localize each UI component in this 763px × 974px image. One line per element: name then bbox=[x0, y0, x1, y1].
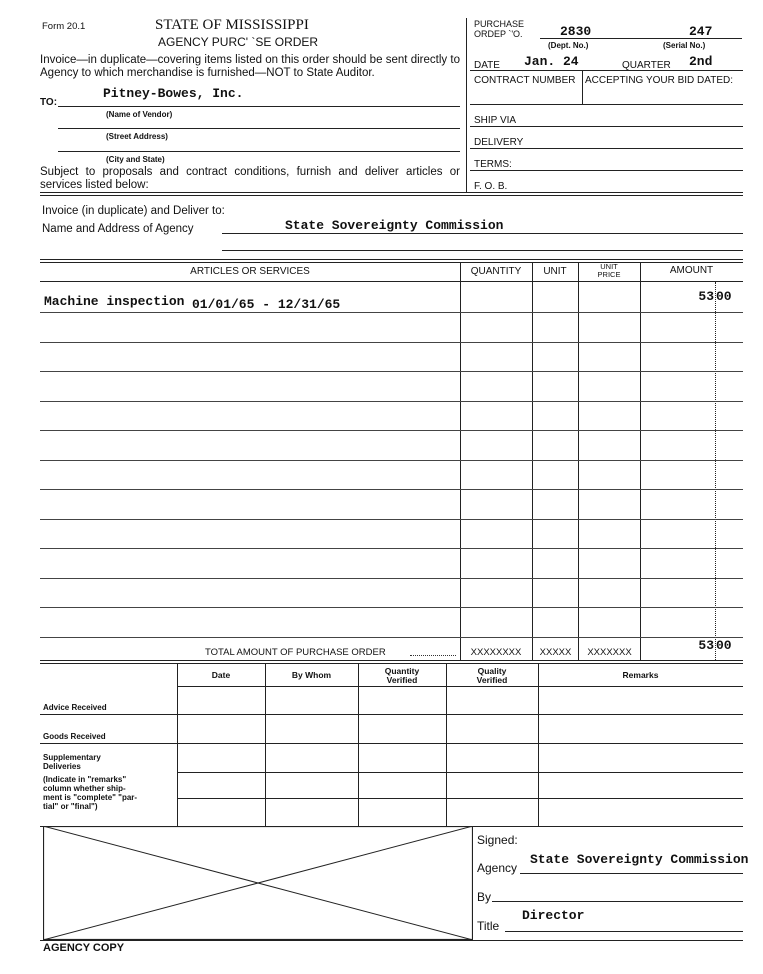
vendor-name: Pitney-Bowes, Inc. bbox=[103, 86, 244, 101]
quarter-value: 2nd bbox=[689, 54, 713, 69]
fob-label: F. O. B. bbox=[474, 181, 508, 192]
item-amount-cents: 00 bbox=[716, 289, 732, 304]
terms-label: TERMS: bbox=[474, 159, 512, 170]
item-row-line bbox=[40, 519, 743, 520]
deliver-agency-name: State Sovereignty Commission bbox=[285, 218, 504, 233]
order-date: Jan. 24 bbox=[524, 54, 579, 69]
total-cents: 00 bbox=[716, 638, 732, 653]
item-row-line bbox=[40, 401, 743, 402]
to-label: TO: bbox=[40, 97, 58, 108]
item-amount-dollars: 53 bbox=[698, 289, 714, 304]
item-row-line bbox=[40, 312, 743, 313]
street-caption: (Street Address) bbox=[106, 132, 168, 141]
signed-label: Signed: bbox=[477, 833, 518, 847]
po-label: PURCHASE ORDEP `'O. bbox=[474, 19, 525, 39]
unit-header: UNIT bbox=[543, 266, 567, 277]
delivery-label: DELIVERY bbox=[474, 137, 524, 148]
remarks-note: (Indicate in "remarks" column whether ship- ment is "complete" "par- tial" or "final") bbox=[43, 775, 138, 811]
date-label: DATE bbox=[474, 60, 500, 71]
ship-via-label: SHIP VIA bbox=[474, 115, 517, 126]
form-title: AGENCY PURC' `SE ORDER bbox=[158, 35, 319, 49]
total-dollars: 53 bbox=[698, 638, 714, 653]
item-row-line bbox=[40, 460, 743, 461]
articles-header: ARTICLES OR SERVICES bbox=[190, 266, 310, 277]
deliver-to-label: Invoice (in duplicate) and Deliver to: bbox=[42, 205, 225, 217]
by-whom-header: By Whom bbox=[291, 670, 332, 680]
crossed-box bbox=[43, 826, 473, 940]
item-description: Machine inspection bbox=[44, 294, 185, 309]
sign-agency-label: Agency bbox=[477, 861, 518, 875]
quality-verified-header: Quality Verified bbox=[476, 666, 508, 685]
agency-copy-label: AGENCY COPY bbox=[43, 942, 125, 954]
dept-caption: (Dept. No.) bbox=[548, 41, 589, 50]
total-unit-price-x: XXXXXXX bbox=[587, 647, 632, 658]
total-label: TOTAL AMOUNT OF PURCHASE ORDER bbox=[205, 647, 386, 658]
bid-dated-label: ACCEPTING YOUR BID DATED: bbox=[585, 75, 733, 86]
state-title: STATE OF MISSISSIPPI bbox=[155, 17, 309, 33]
item-period: 01/01/65 - 12/31/65 bbox=[192, 297, 341, 312]
item-row-line bbox=[40, 607, 743, 608]
vendor-name-caption: (Name of Vendor) bbox=[106, 110, 173, 119]
item-row-line bbox=[40, 548, 743, 549]
contract-number-label: CONTRACT NUMBER bbox=[474, 75, 576, 86]
item-row-line bbox=[40, 637, 743, 638]
agency-address-label: Name and Address of Agency bbox=[42, 223, 194, 235]
subject-text: Subject to proposals and contract conditions, furnish and deliver articles or services listed below: bbox=[40, 166, 460, 191]
item-row-line bbox=[40, 489, 743, 490]
signer-title: Director bbox=[522, 908, 585, 923]
by-label: By bbox=[477, 890, 492, 904]
item-row-line bbox=[40, 371, 743, 372]
serial-caption: (Serial No.) bbox=[663, 41, 706, 50]
city-caption: (City and State) bbox=[106, 155, 165, 164]
goods-received-label: Goods Received bbox=[43, 732, 106, 741]
total-quantity-x: XXXXXXXX bbox=[470, 647, 522, 658]
quantity-header: QUANTITY bbox=[470, 266, 522, 277]
unit-price-header: UNIT PRICE bbox=[597, 262, 621, 279]
sign-agency-name: State Sovereignty Commission bbox=[530, 852, 749, 867]
quarter-label: QUARTER bbox=[622, 60, 671, 71]
total-unit-x: XXXXX bbox=[539, 647, 572, 658]
quantity-verified-header: Quantity Verified bbox=[384, 666, 420, 685]
remarks-header: Remarks bbox=[622, 670, 659, 680]
invoice-instructions: Invoice—in duplicate—covering items listed on this order should be sent directly to Agency to which merchandise is furnished—NOT to State Auditor. bbox=[40, 54, 460, 79]
receiving-date-header: Date bbox=[211, 670, 231, 680]
amount-header: AMOUNT bbox=[669, 265, 714, 276]
title-label: Title bbox=[477, 919, 500, 933]
supplementary-deliveries-label: Supplementary Deliveries bbox=[43, 753, 101, 771]
item-row-line bbox=[40, 578, 743, 579]
item-row-line bbox=[40, 342, 743, 343]
serial-number: 247 bbox=[689, 24, 713, 39]
advice-received-label: Advice Received bbox=[43, 703, 107, 712]
item-row-line bbox=[40, 430, 743, 431]
form-number: Form 20.1 bbox=[42, 21, 86, 32]
dept-number: 2830 bbox=[560, 24, 592, 39]
